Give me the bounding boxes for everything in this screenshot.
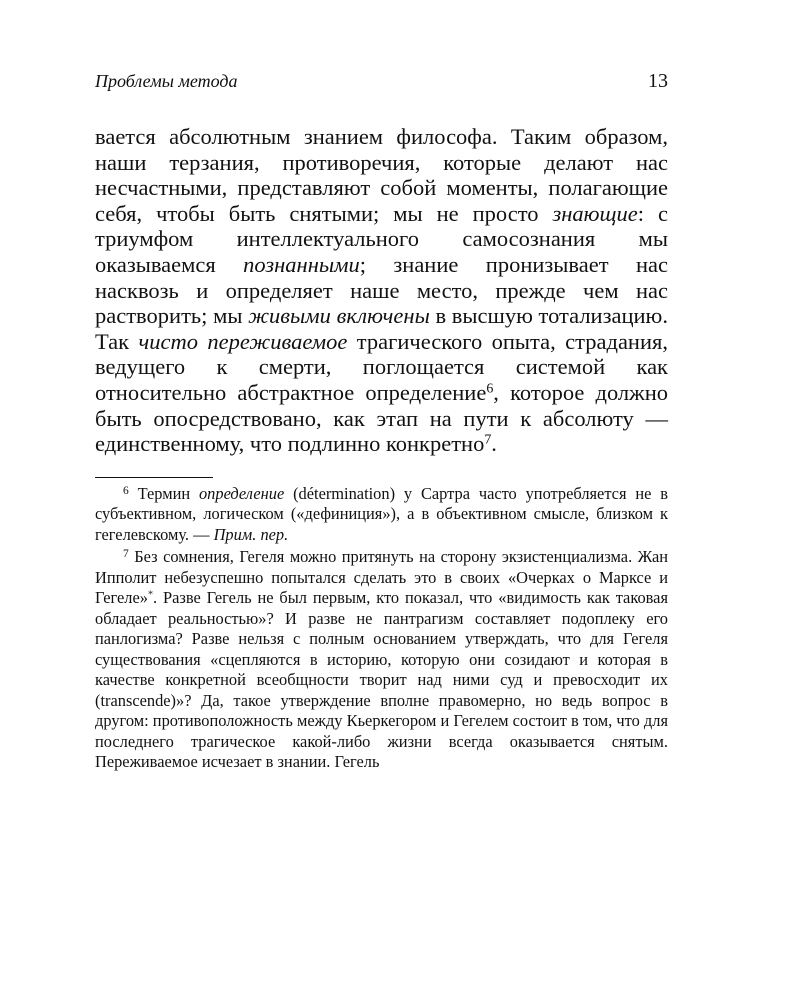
text-run: трагического опыта, страдания, ведущего к смерти, поглощается системой как относительно абстрактное определение [95, 328, 668, 405]
italic-term: познанными [243, 251, 360, 277]
running-title: Проблемы метода [95, 71, 238, 91]
footnote-7 [95, 547, 668, 773]
text-run: , которое должно быть опосредствовано, как этап на пути к абсолюту — единственному, что подлинно конкретно [95, 379, 668, 457]
footnotes [95, 484, 668, 773]
endnote-star-ref[interactable]: * [147, 589, 154, 601]
footnote-text: . Разве Гегель не был первым, кто показал, что «видимость как таковая обладает реальностью»? И разве не пантрагизм составляет подоплеку его панлогизма? Разве нельзя с полным основанием утверждать, что для Гегеля существования «сцепляются в историю, которую они созидают и которая в качестве конкретной всеобщности творит над ними суд и превосходит их (transcende)»? Да, такое утверждение вполне правомерно, но ведь вопрос в другом: противоположность между Кьеркегором и Гегелем состоит в том, что для последнего трагическое какой-либо жизни всегда оказывается снятым. Переживаемое исчезает в знании. Гегель [95, 588, 668, 772]
text-run: вается абсолютным знанием философа. Таким образом, наши терзания, противоречия, которые делают нас несчастными, представляют собой моменты, полагающие себя, чтобы быть снятыми; мы не просто [95, 124, 668, 226]
running-header [95, 70, 668, 104]
footnote-divider [95, 477, 213, 478]
italic-term: чисто переживаемое [138, 328, 348, 354]
footnote-text: Без сомнения, Гегеля можно притянуть на сторону экзистенциализма. Жан Ипполит небезуспешно попытался сделать это в своих «Очерках о Марксе и Гегеле» [95, 547, 668, 608]
translator-note: Прим. пер. [213, 524, 289, 544]
text-run: . [491, 431, 497, 457]
italic-term: живыми включены [248, 303, 430, 329]
book-page [95, 70, 668, 773]
paragraph [95, 124, 668, 457]
italic-term: определение [198, 483, 285, 503]
page-number: 13 [648, 70, 668, 92]
footnote-number: 7 [123, 548, 129, 561]
footnote-6 [95, 484, 668, 546]
footnote-text: (détermination) у Сартра часто употребляется не в субъективном, логическом («дефиниция»), а в объективном смысле, близком к гегелевскому. — [95, 483, 668, 544]
text-run: : с триумфом интеллектуального самосознания мы оказываемся [95, 200, 668, 277]
italic-term: знающие [552, 200, 638, 226]
footnote-ref-7[interactable]: 7 [484, 432, 492, 448]
footnote-text: Термин [128, 483, 199, 503]
main-text [95, 124, 668, 457]
text-run: ; знание пронизывает нас насквозь и определяет наше место, прежде чем нас растворить; мы [95, 251, 668, 329]
text-run: в высшую тотализацию. Так [95, 303, 668, 354]
footnote-number: 6 [123, 484, 129, 497]
footnote-ref-6[interactable]: 6 [486, 381, 494, 397]
